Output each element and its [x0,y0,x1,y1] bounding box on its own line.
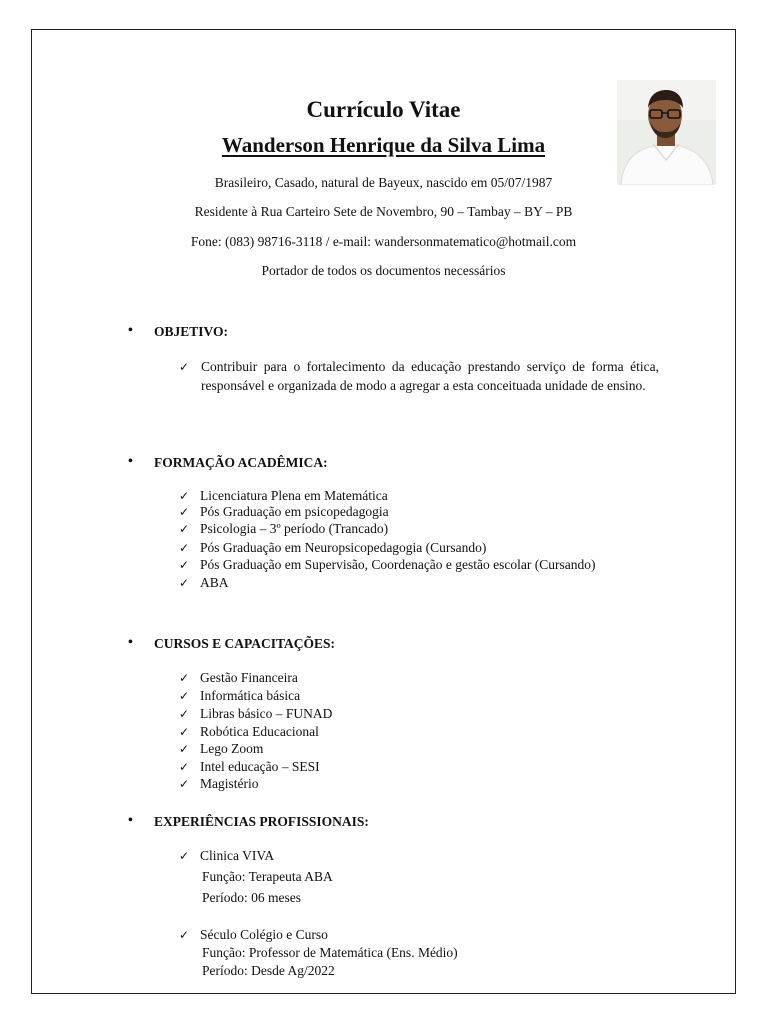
objective-text: Contribuir para o fortalecimento da educação prestando serviço de forma ética, responsável e organizada de modo a agregar a esta conceituada unidade de ensino. [201,359,659,393]
checkmark-icon: ✓ [179,849,190,863]
personal-info-line: Brasileiro, Casado, natural de Bayeux, nascido em 05/07/1987 [214,175,553,190]
job-company: Século Colégio e Curso [200,927,328,942]
job-company: Clinica VIVA [200,848,275,863]
profile-photo-image [617,80,716,185]
checkmark-icon: ✓ [179,707,190,721]
list-item: Intel educação – SESI [200,759,320,774]
job-role: Função: Terapeuta ABA [202,869,333,884]
checkmark-icon: ✓ [179,541,190,555]
checkmark-icon: ✓ [179,558,190,572]
checkmark-icon: ✓ [179,576,190,590]
list-item: Informática básica [200,688,301,703]
job-period: Período: 06 meses [202,890,301,905]
contact-line: Fone: (083) 98716-3118 / e-mail: wandersonmatematico@hotmail.com [190,234,577,249]
checkmark-icon: ✓ [179,671,190,685]
bullet-icon: • [128,323,133,338]
checkmark-icon: ✓ [179,760,190,774]
checkmark-icon: ✓ [179,360,190,374]
job-period: Período: Desde Ag/2022 [202,963,335,978]
list-item: Psicologia – 3º período (Trancado) [200,521,389,536]
job-role: Função: Professor de Matemática (Ens. Médio) [202,945,458,960]
checkmark-icon: ✓ [179,522,190,536]
list-item: Pós Graduação em Neuropsicopedagogia (Cursando) [200,540,487,555]
bullet-icon: • [128,635,133,650]
section-heading: EXPERIÊNCIAS PROFISSIONAIS: [154,814,369,829]
document-title: Currículo Vitae [306,97,461,122]
address-line: Residente à Rua Carteiro Sete de Novembro, 90 – Tambay – BY – PB [194,204,573,219]
list-item: Pós Graduação em Supervisão, Coordenação e gestão escolar (Cursando) [200,557,596,572]
checkmark-icon: ✓ [179,928,190,942]
bullet-icon: • [128,813,133,828]
section-heading: OBJETIVO: [154,324,228,339]
checkmark-icon: ✓ [179,742,190,756]
section-heading: CURSOS E CAPACITAÇÕES: [154,636,336,651]
list-item: Gestão Financeira [200,670,298,685]
bullet-icon: • [128,454,133,469]
list-item: Robótica Educacional [200,724,319,739]
checkmark-icon: ✓ [179,777,190,791]
candidate-name-text: Wanderson Henrique da Silva Lima [221,133,546,157]
checkmark-icon: ✓ [179,505,190,519]
list-item: Pós Graduação em psicopedagogia [200,504,389,519]
list-item: Licenciatura Plena em Matemática [200,488,388,503]
list-item: Lego Zoom [200,741,264,756]
list-item: Libras básico – FUNAD [200,706,333,721]
checkmark-icon: ✓ [179,689,190,703]
section-heading: FORMAÇÃO ACADÊMICA: [154,455,328,470]
checkmark-icon: ✓ [179,489,190,503]
list-item: ABA [200,575,229,590]
checkmark-icon: ✓ [179,725,190,739]
documents-line: Portador de todos os documentos necessários [261,263,506,278]
profile-photo [617,80,716,185]
list-item: Magistério [200,776,259,791]
